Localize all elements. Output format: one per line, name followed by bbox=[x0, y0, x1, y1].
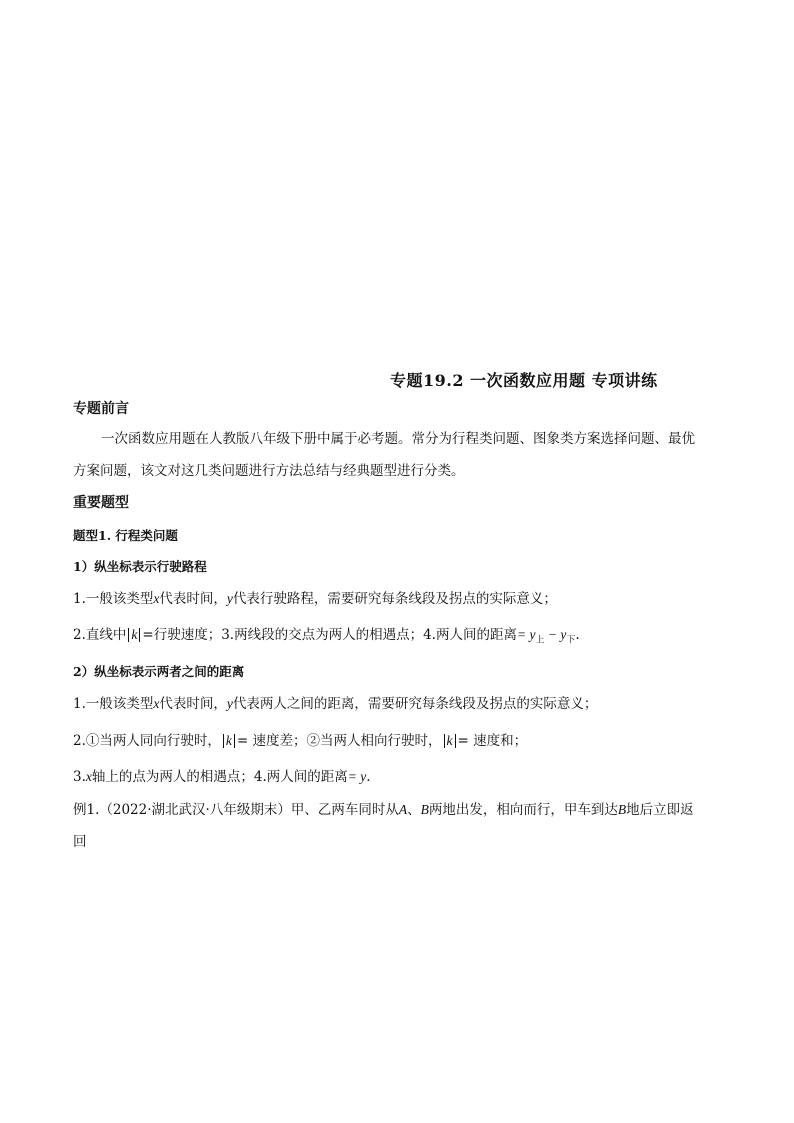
point-b: B bbox=[617, 802, 627, 817]
sub2-item1-text-c: 代表两人之间的距离，需要研究每条线段及拐点的实际意义； bbox=[232, 696, 598, 712]
sub2-item3-text-a: 3. bbox=[73, 769, 86, 785]
sub1-item2-text-a: 2.直线中 bbox=[73, 627, 127, 643]
distance-formula-minus: − y bbox=[544, 627, 567, 642]
sub2-item1-text-a: 1.一般该类型 bbox=[73, 696, 154, 712]
example1-text-a: 例1.（2022·湖北武汉·八年级期末）甲、乙两车同时从 bbox=[73, 802, 399, 818]
example1-text-c: 地后立即返 bbox=[626, 802, 694, 818]
distance-formula-eq: = y bbox=[516, 627, 536, 642]
subscript-up: 上 bbox=[535, 635, 545, 646]
sub1-item1-text-b: 代表时间， bbox=[159, 591, 227, 607]
sub1-heading: 1）纵坐标表示行驶路程 bbox=[73, 559, 207, 574]
example1-line2: 回 bbox=[73, 834, 87, 850]
type1-heading: 题型1. 行程类问题 bbox=[73, 528, 178, 543]
point-b: B bbox=[420, 802, 429, 817]
sub2-item1 bbox=[73, 695, 597, 713]
abs-k: k bbox=[128, 628, 140, 642]
sub2-item2 bbox=[73, 732, 527, 750]
preface-paragraph-line2: 方案问题，该文对这几类问题进行方法总结与经典题型进行分类。 bbox=[73, 463, 465, 479]
example1-sep: 、 bbox=[407, 802, 421, 818]
document-title: 专题19.2 一次函数应用题 专项讲练 bbox=[390, 371, 658, 390]
abs-k: k bbox=[444, 734, 456, 748]
example1-text-b: 两地出发，相向而行，甲车到达 bbox=[428, 802, 618, 818]
variable-x: x bbox=[85, 769, 92, 784]
sub2-heading: 2）纵坐标表示两者之间的距离 bbox=[73, 664, 245, 679]
example1-line1 bbox=[73, 801, 694, 819]
variable-x: x bbox=[153, 591, 160, 606]
sub2-item1-text-b: 代表时间， bbox=[159, 696, 227, 712]
preface-heading: 专题前言 bbox=[73, 401, 129, 417]
sub1-item2 bbox=[73, 626, 580, 650]
abs-k: k bbox=[223, 734, 235, 748]
sub2-item2-text-c: = 速度和； bbox=[457, 733, 528, 749]
sub2-item3-text-b: 轴上的点为两人的相遇点；4.两人间的距离 bbox=[91, 769, 348, 785]
distance-formula: = y bbox=[347, 769, 367, 784]
key-types-heading: 重要题型 bbox=[73, 495, 129, 511]
sub1-item1 bbox=[73, 590, 557, 608]
sub2-item2-text-a: 2.①当两人同向行驶时， bbox=[73, 733, 221, 749]
variable-y: y bbox=[226, 696, 233, 711]
sub2-item2-text-b: = 速度差；②当两人相向行驶时， bbox=[236, 733, 442, 749]
variable-x: x bbox=[153, 696, 160, 711]
sub1-item2-text-b: =行驶速度；3.两线段的交点为两人的相遇点；4.两人间的距离 bbox=[142, 627, 517, 643]
sub2-item3 bbox=[73, 768, 371, 786]
variable-y: y bbox=[226, 591, 233, 606]
preface-paragraph-line1: 一次函数应用题在人教版八年级下册中属于必考题。常分为行程类问题、图象类方案选择问题、最优 bbox=[101, 431, 695, 447]
sub1-item2-end: . bbox=[575, 627, 580, 643]
point-a: A bbox=[398, 802, 408, 817]
sub1-item1-text-c: 代表行驶路程，需要研究每条线段及拐点的实际意义； bbox=[232, 591, 557, 607]
sub2-item3-end: . bbox=[366, 769, 371, 785]
sub1-item1-text-a: 1.一般该类型 bbox=[73, 591, 154, 607]
subscript-down: 下 bbox=[566, 635, 576, 646]
